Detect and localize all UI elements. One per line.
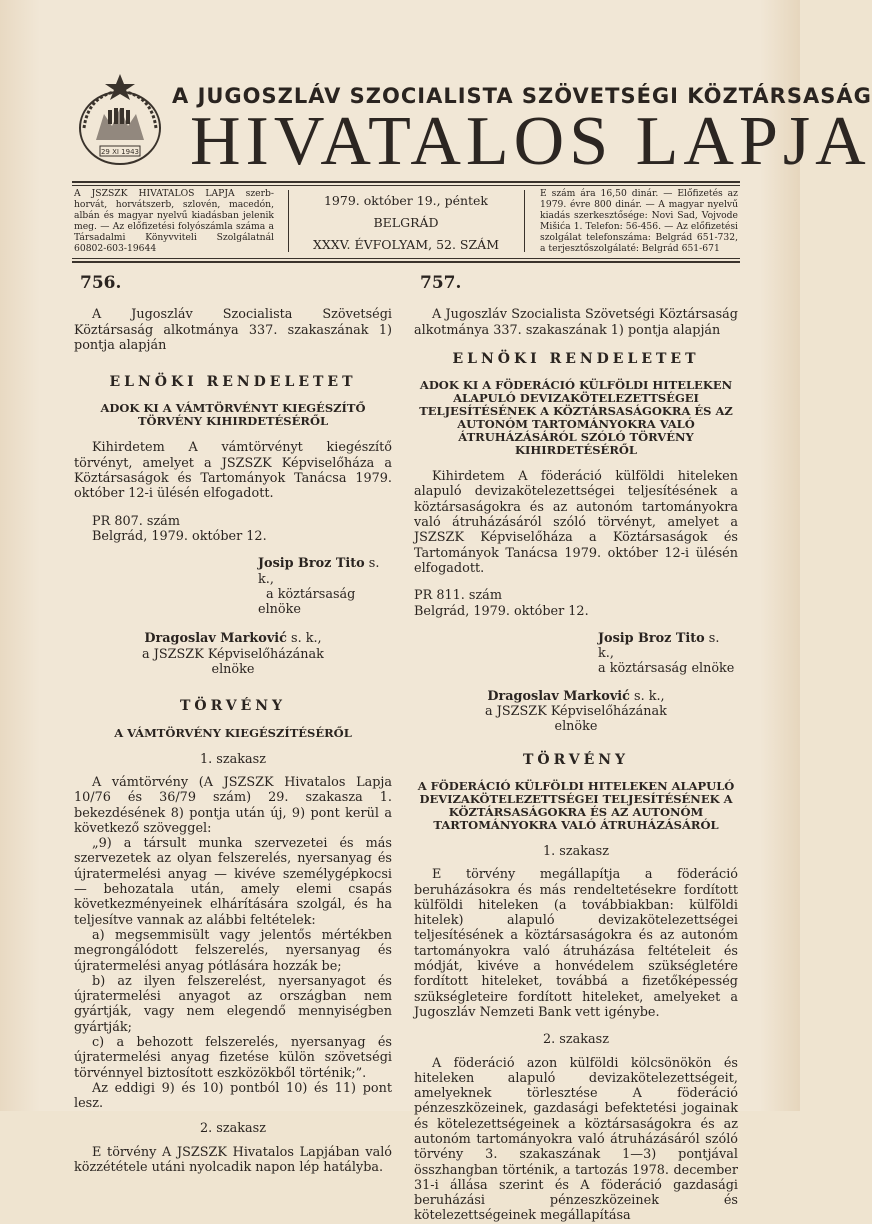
- paragraph: A vámtörvény (A JSZSZK Hivatalos Lapja 10/76 és 36/79 szám) 29. szakasza 1. bekezdésének 8) pontja után új, 9) pont kerül a következő szöveggel:: [74, 774, 392, 836]
- law-heading: TÖRVÉNY: [179, 698, 287, 715]
- proclamation-text: Kihirdetem A vámtörvényt kiegészítő törvényt, amelyet a JSZSZK Képviselőháza a Köztársaságok és Tartományok Tanácsa 1979. október 12-i ülésén elfogadott.: [74, 440, 392, 502]
- signatory-role: a köztársaság elnöke: [598, 661, 735, 677]
- signatory-role: a köztársaság elnöke: [258, 586, 356, 618]
- signatory-sk: s. k.,: [291, 631, 322, 647]
- header-separator: [524, 190, 525, 252]
- decree-heading: ELNÖKI RENDELETET: [109, 374, 357, 391]
- signatory-role: a JSZSZK Képviselőházának: [485, 704, 667, 720]
- section-title: 1. szakasz: [543, 843, 609, 859]
- signatory-role: elnöke: [554, 719, 598, 735]
- publication-title: HIVATALOS LAPJA: [190, 103, 871, 180]
- intro-text: A Jugoszláv Szocialista Szövetségi Köztársaság alkotmánya 337. szakaszának 1) pontja alapján: [414, 307, 738, 338]
- republic-name: A JUGOSZLÁV SZOCIALISTA SZÖVETSÉGI KÖZTÁRSASÁG: [172, 84, 872, 108]
- signatory-role: a JSZSZK Képviselőházának: [142, 646, 324, 662]
- paragraph: „9) a társult munka szervezetei és más szervezetek az olyan felszerelés, nyersanyag és újratermelési anyag — kivéve személygépkocsi — behozatala után, amely elemi csapás következményeinek elhárítására szolgál, és ha teljesítve vannak az alábbi feltételek:: [74, 836, 392, 928]
- pr-date: Belgrád, 1979. október 12.: [414, 603, 589, 619]
- entry-number: 757.: [420, 273, 462, 293]
- signatory-sk: s. k.,: [634, 688, 665, 704]
- paragraph: a) megsemmisült vagy jelentős mértékben megrongálódott felszerelés, nyersanyag és újratermelési anyag pótlására hozzák be;: [74, 927, 392, 974]
- signatory-name: Josip Broz Tito: [258, 556, 365, 572]
- emblem-year: 29 XI 1943: [100, 148, 140, 156]
- header-rule-bottom: [72, 258, 740, 259]
- header-left-info: A JSZSZK HIVATALOS LAPJA szerb-horvát, horvátszerb, szlovén, macedón, albán és magyar nyelvű kiadásban jelenik meg. — Az előfizetési folyószámla száma a Társadalmi Könyvviteli Szolgálatnál 60802-603-19644: [74, 188, 274, 254]
- signatory-role: elnöke: [211, 662, 255, 678]
- section-title: 2. szakasz: [200, 1121, 266, 1137]
- header-rule-bottom-thick: [72, 261, 740, 263]
- header-rule-top-thin: [72, 185, 740, 186]
- signature-block-2: [74, 631, 392, 677]
- pr-date: Belgrád, 1979. október 12.: [92, 528, 267, 544]
- header-rule-top: [72, 181, 740, 183]
- proclamation-text: Kihirdetem A föderáció külföldi hiteleken alapuló devizakötelezettségei teljesítésének a köztársaságokra és az autonóm tartományokra való átruházásáról szóló törvényt, amelyet a JSZSZK Képviselőháza a Köztársaságok és Tartományok Tanácsa 1979. október 12-i ülésén elfogadott.: [414, 469, 738, 576]
- signatory-sk: s. k.,: [598, 630, 720, 662]
- header-center: [300, 190, 512, 256]
- pr-number: PR 811. szám: [414, 588, 502, 604]
- signature-block-1: [258, 556, 392, 617]
- signatory-name: Dragoslav Marković: [144, 631, 287, 647]
- law-title: A VÁMTÖRVÉNY KIEGÉSZÍTÉSÉRŐL: [114, 725, 352, 740]
- left-column: [74, 272, 392, 1175]
- signatory-name: Dragoslav Marković: [487, 688, 630, 704]
- decree-heading: ELNÖKI RENDELETET: [452, 350, 700, 367]
- issue-number: XXXV. ÉVFOLYAM, 52. SZÁM: [312, 237, 500, 252]
- header-separator: [288, 190, 289, 252]
- right-column: [414, 272, 738, 1224]
- signature-block-1: [598, 631, 738, 677]
- decree-title: ADOK KI A VÁMTÖRVÉNYT KIEGÉSZÍTŐ TÖRVÉNY KIHIRDETÉSÉRŐL: [100, 401, 366, 429]
- intro-text: A Jugoszláv Szocialista Szövetségi Köztársaság alkotmánya 337. szakaszának 1) pontja alapján: [74, 307, 392, 353]
- signatory-name: Josip Broz Tito: [598, 630, 705, 646]
- header-right-info: E szám ára 16,50 dinár. — Előfizetés az 1979. évre 800 dinár. — A magyar nyelvű kiadás szerkesztősége: Novi Sad, Vojvode Mišića 1. Telefon: 56-456. — Az előfizetési szolgálat telefonszáma: Belgrád 651-732, a terjesztőszolgálaté: Belgrád 651-671: [540, 188, 738, 254]
- section-title: 1. szakasz: [200, 751, 266, 767]
- pr-number: PR 807. szám: [92, 513, 180, 529]
- issue-date: 1979. október 19., péntek: [323, 193, 489, 208]
- paragraph: Az eddigi 9) és 10) pontból 10) és 11) pont lesz.: [74, 1080, 392, 1112]
- paragraph: A föderáció azon külföldi kölcsönökön és hiteleken alapuló devizakötelezettségeit, amelyeknek törlesztése A föderáció pénzeszközeinek, gazdasági befektetési jogainak és kötelezettségeinek a köztársaságokra és az autonóm tartományokra való átruházásáról szóló törvény 3. szakaszának 1—3) pontjával összhangban történik, a tartozás 1978. december 31-i állása szerint és A föderáció gazdasági beruházási pénzeszközeinek és kötelezettségeinek megállapítása: [414, 1055, 738, 1224]
- issue-city: BELGRÁD: [373, 215, 439, 230]
- signatory-sk: s. k.,: [258, 556, 380, 587]
- signature-block-2: [414, 689, 738, 735]
- state-emblem-icon: [74, 70, 166, 170]
- section-title: 2. szakasz: [543, 1032, 609, 1048]
- decree-title: ADOK KI A FÖDERÁCIÓ KÜLFÖLDI HITELEKEN ALAPULÓ DEVIZAKÖTELEZETTSÉGEI TELJESÍTÉSÉNEK A KÖZTÁRSASÁGOKRA ÉS AZ AUTONÓM TARTOMÁNYOKRA VALÓ ÁTRUHÁZÁSÁRÓL SZÓLÓ TÖRVÉNY KIHIRDETÉSÉRŐL: [419, 378, 733, 458]
- law-heading: TÖRVÉNY: [522, 751, 630, 768]
- paragraph: c) a behozott felszerelés, nyersanyag és újratermelési anyag fizetése külön szövetségi törvénnyel biztosított eszközökből történik;”.: [74, 1034, 392, 1081]
- paragraph: E törvény A JSZSZK Hivatalos Lapjában való közzététele utáni nyolcadik napon lép hatályba.: [74, 1144, 392, 1176]
- paragraph: b) az ilyen felszerelést, nyersanyagot és újratermelési anyagot az országban nem gyártják, vagy nem elegendő mennyiségben gyártják;: [74, 973, 392, 1035]
- paragraph: E törvény megállapítja a föderáció beruházásokra és más rendeltetésekre fordított külföldi hiteleken (a továbbiakban: külföldi hitelek) alapuló devizakötelezettségei teljesítésének a köztársaságokra és az autonóm tartományokra való átruházása feltételeit és módját, kivéve a honvédelem szükségletére fordított hiteleket, továbbá a fizetőképesség szükségleteire fordított hiteleket, amelyeket a Jugoszláv Nemzeti Bank vett igénybe.: [414, 867, 738, 1020]
- entry-number: 756.: [80, 273, 122, 293]
- law-title: A FÖDERÁCIÓ KÜLFÖLDI HITELEKEN ALAPULÓ DEVIZAKÖTELEZETTSÉGEI TELJESÍTÉSÉNEK A KÖZTÁRSASÁGOKRA ÉS AZ AUTONÓM TARTOMÁNYOKRA VALÓ ÁTRUHÁZÁSÁRÓL: [417, 778, 735, 832]
